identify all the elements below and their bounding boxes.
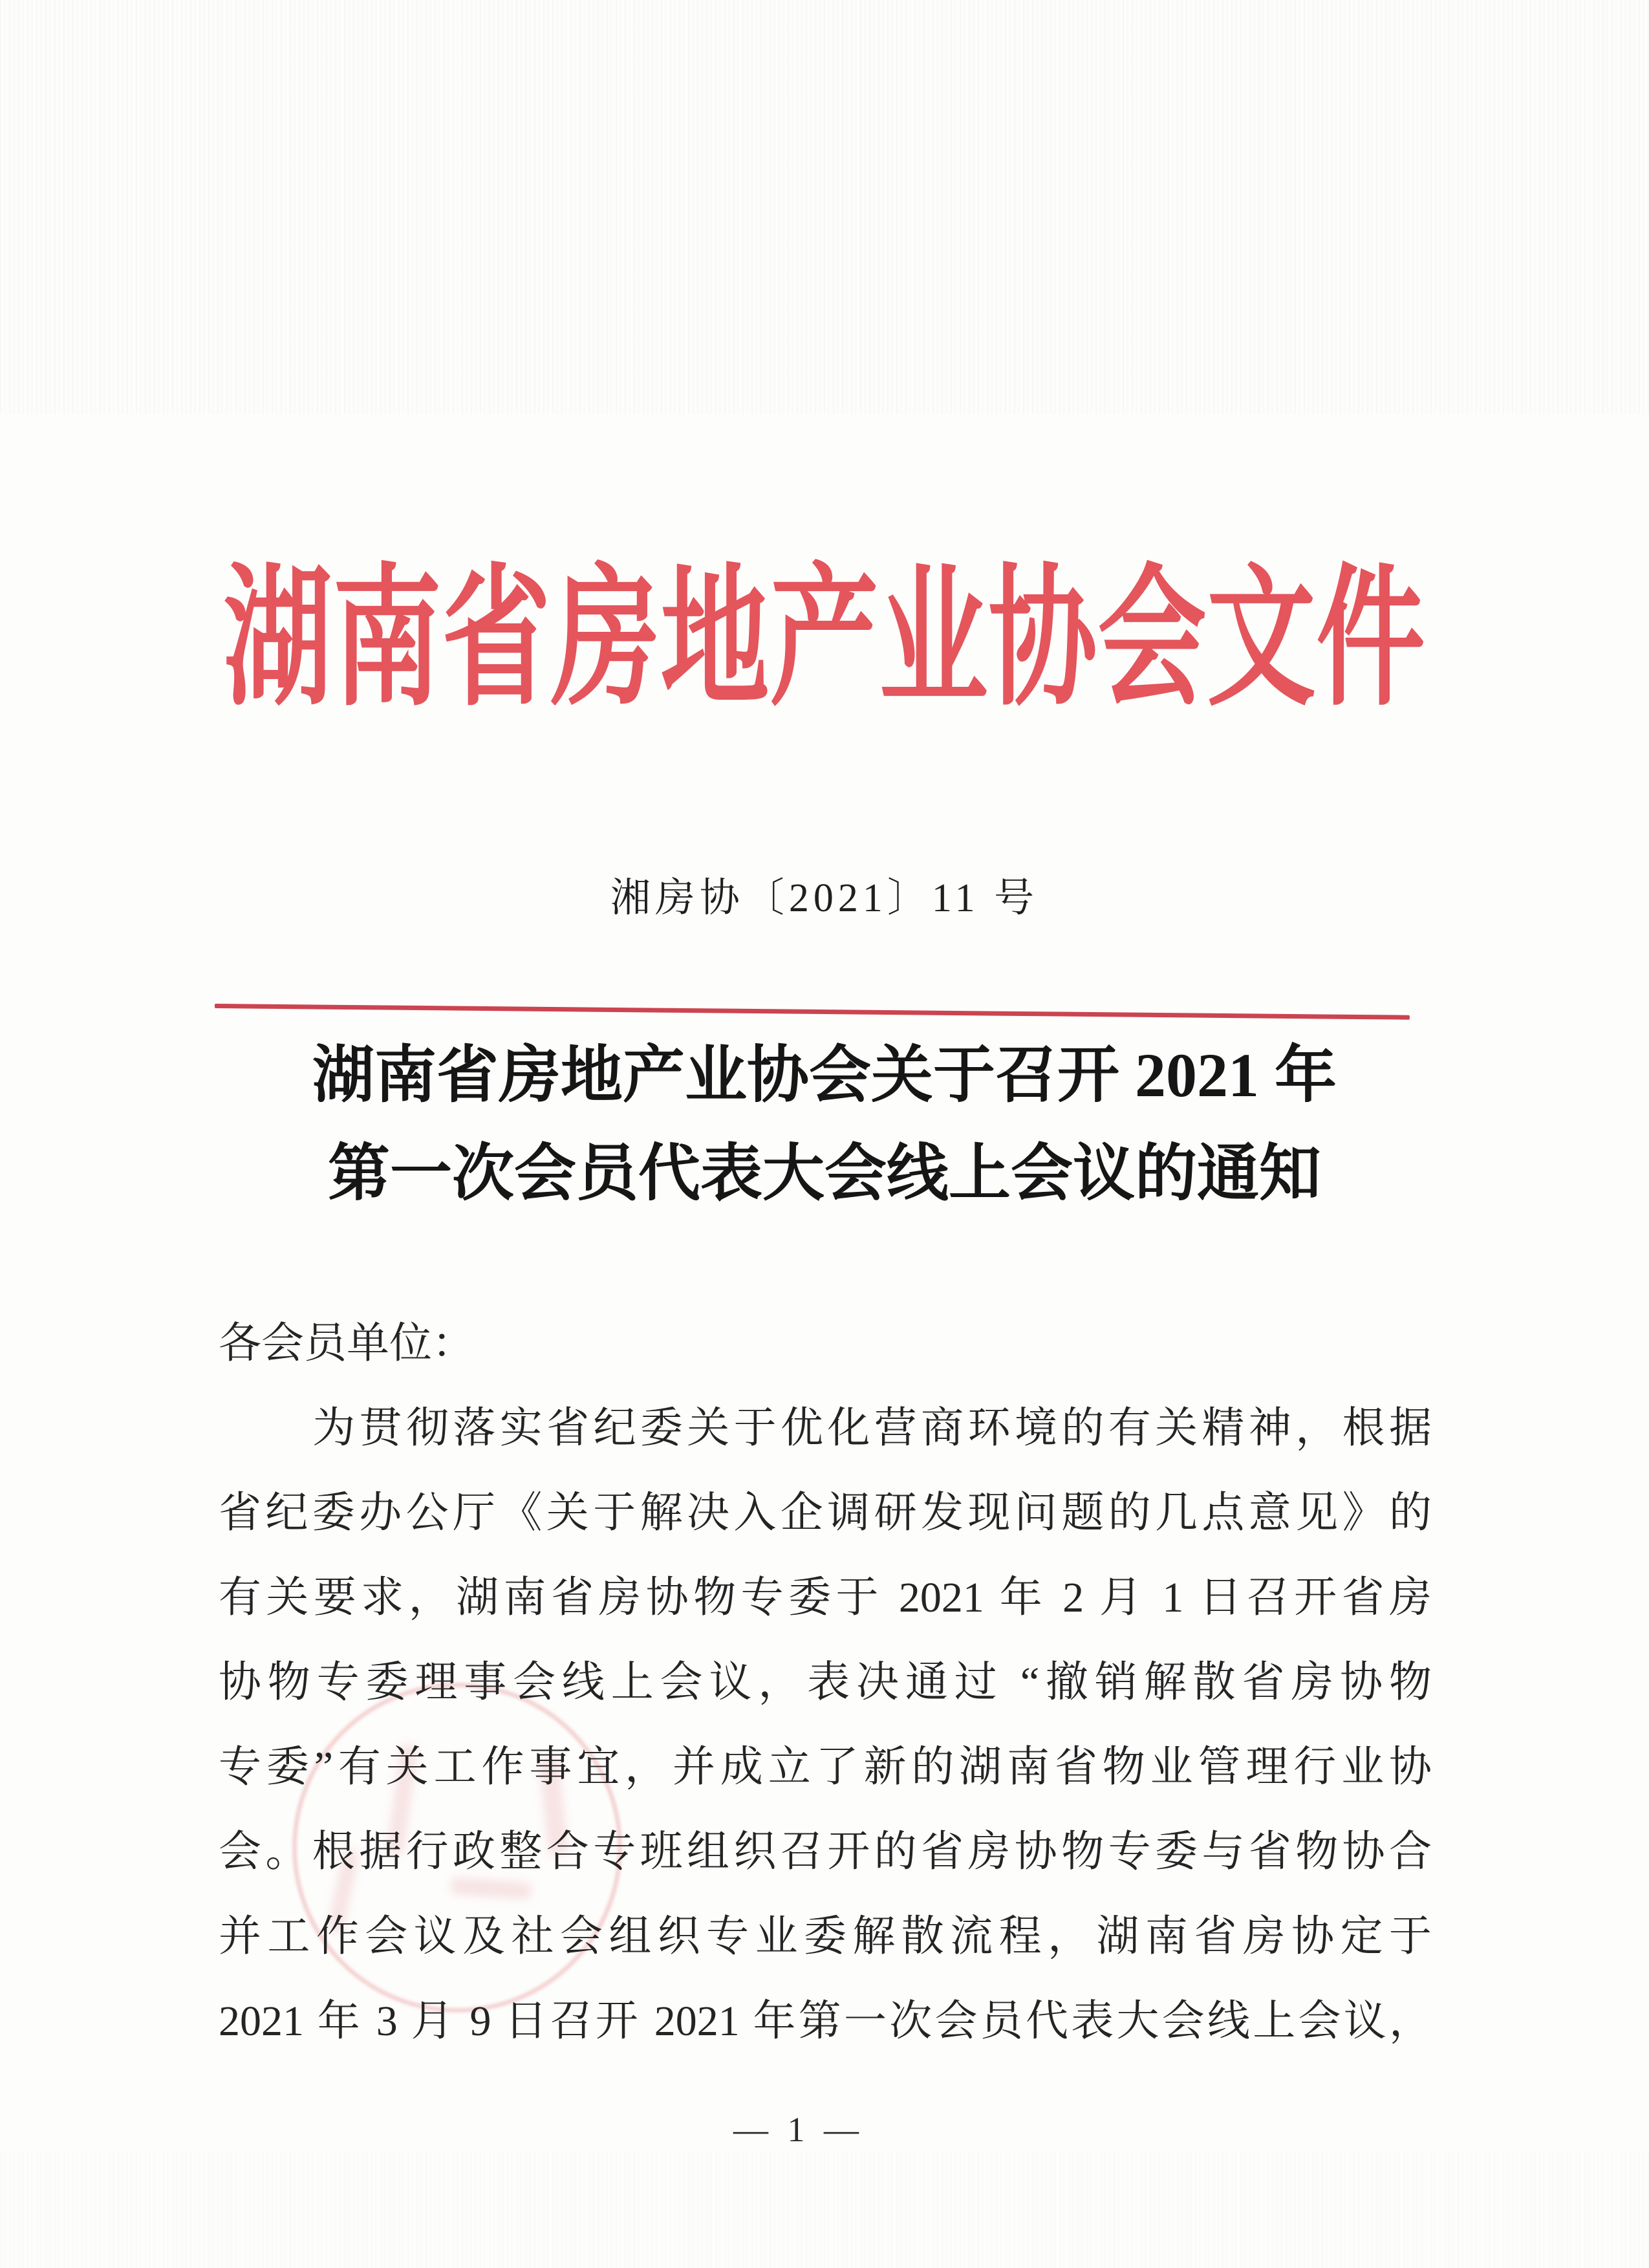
- body-line: 专委”有关工作事宜，并成立了新的湖南省物业管理行业协: [219, 1744, 1432, 1791]
- body-line: 2021 年 3 月 9 日召开 2021 年第一次会员代表大会线上会议，: [219, 1998, 1432, 2045]
- body-line: 有关要求，湖南省房协物专委于 2021 年 2 月 1 日召开省房: [219, 1574, 1432, 1621]
- page-number: — 1 —: [733, 2110, 864, 2149]
- scan-texture-bottom: [0, 2152, 1649, 2268]
- body-line: 会。根据行政整合专班组织召开的省房协物专委与省物协合: [219, 1828, 1432, 1875]
- body-line: 省纪委办公厅《关于解决入企调研发现问题的几点意见》的: [219, 1489, 1432, 1537]
- scan-texture-top: [0, 0, 1649, 414]
- document-body: [219, 1301, 1432, 2064]
- document-title-line2: 第一次会员代表大会线上会议的通知: [328, 1139, 1321, 1208]
- red-separator-rule: [215, 1004, 1410, 1020]
- document-title-line1: 湖南省房地产业协会关于召开 2021 年: [312, 1041, 1337, 1110]
- letterhead-title: 湖南省房地产业协会文件: [223, 556, 1426, 724]
- document-number: 湘房协〔2021〕11 号: [610, 876, 1039, 920]
- body-line: 并工作会议及社会组织专业委解散流程，湖南省房协定于: [219, 1913, 1432, 1960]
- salutation: 各会员单位：: [219, 1320, 475, 1367]
- body-line: 协物专委理事会线上会议，表决通过 “撤销解散省房协物: [219, 1659, 1432, 1706]
- body-line: 为贯彻落实省纪委关于优化营商环境的有关精神，根据: [312, 1405, 1432, 1452]
